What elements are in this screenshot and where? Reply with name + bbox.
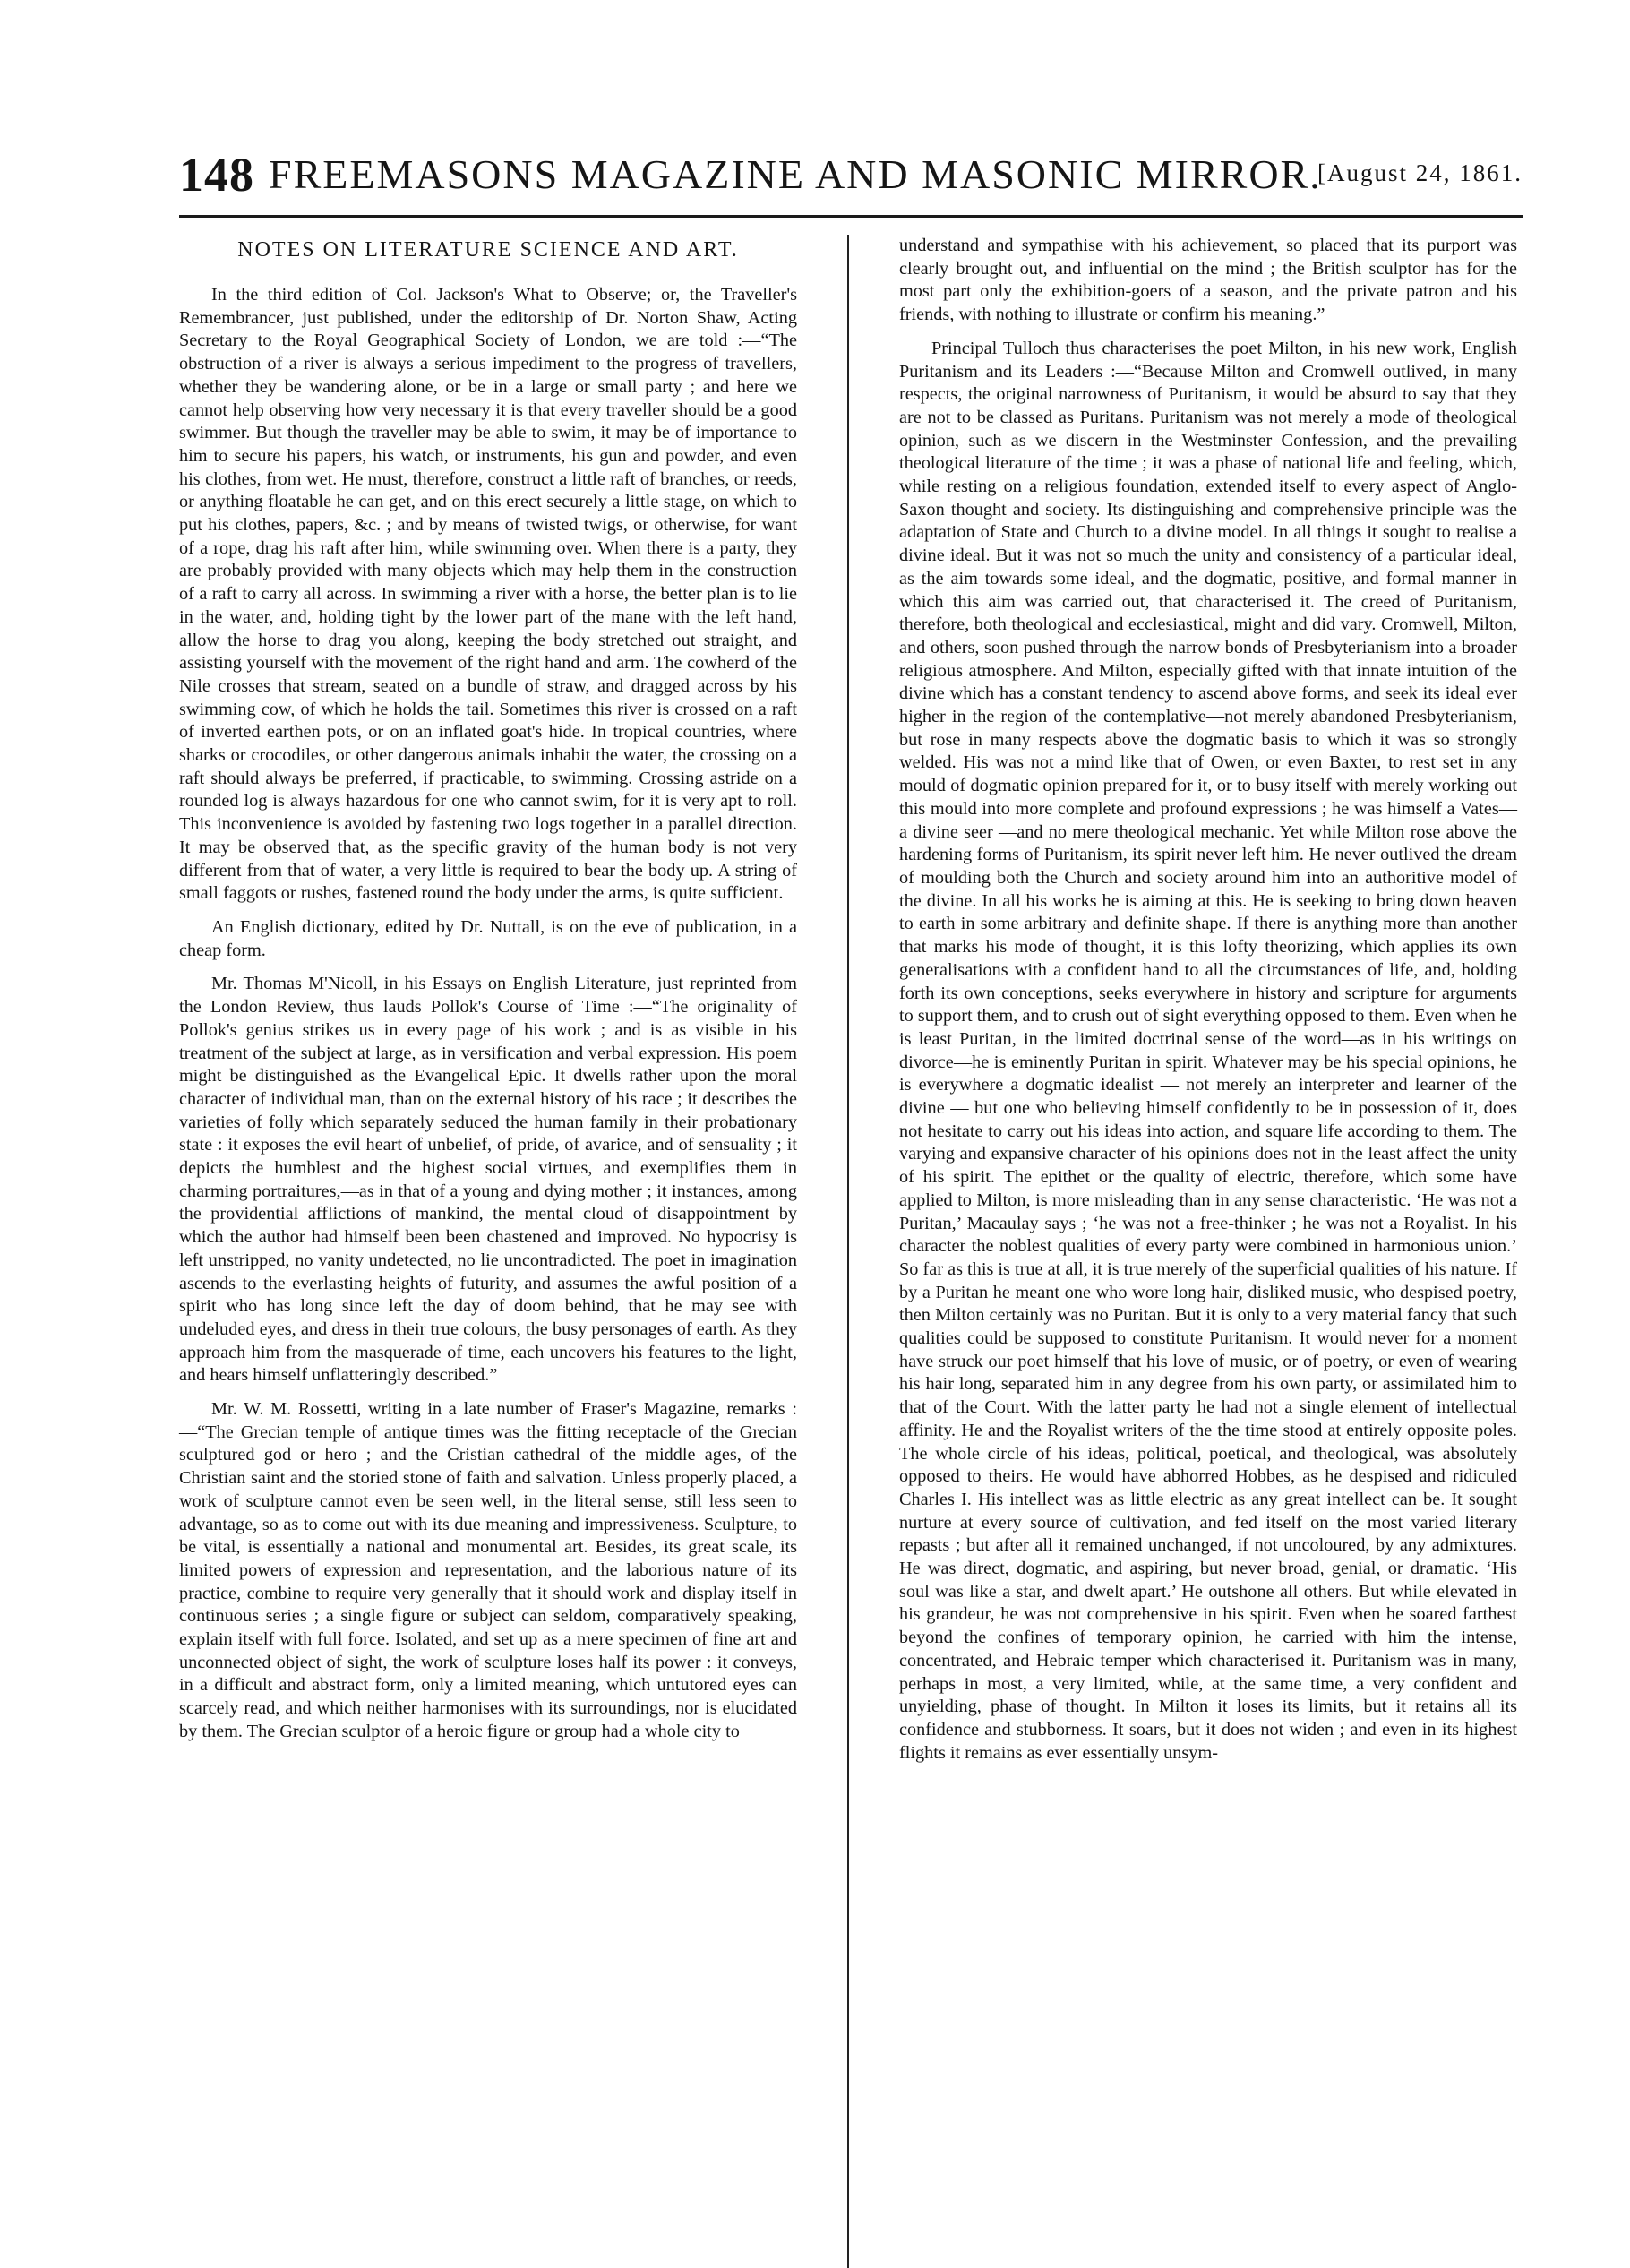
paragraph-dictionary: An English dictionary, edited by Dr. Nuttall, is on the eve of publication, in a cheap form. (179, 916, 797, 960)
article-title: NOTES ON LITERATURE SCIENCE AND ART. (237, 238, 739, 262)
paragraph-swimming: In the third edition of Col. Jackson's What to Observe; or, the Traveller's Remembrancer, just published, under the editorship of Dr. Norton Shaw, Acting Secretary to the Royal Geographical Society of London, we are told :—“The obstruction of a river is always a serious impediment to the progress of travellers, whether they be wandering alone, or be in a large or small party ; and here we cannot help observing how very necessary it is that every traveller should be a good swimmer. But though the traveller may be able to swim, it may be of importance to him to secure his papers, his watch, or instruments, his gun and powder, and even his clothes, from wet. He must, therefore, construct a little raft of branches, or reeds, or anything floatable he can get, and on this erect securely a little stage, on which to put his clothes, papers, &c. ; and by means of twisted twigs, or otherwise, for want of a rope, drag his raft after him, while swimming over. When there is a party, they are probably provided with many objects which may help them in the construction of a raft to carry all across. In swimming a river with a horse, the better plan is to lie in the water, and, holding tight by the lower part of the mane with the left hand, allow the horse to drag you along, keeping the body stretched out straight, and assisting yourself with the movement of the right hand and arm. The cowherd of the Nile crosses that stream, seated on a bundle of straw, and dragged across by his swimming cow, of which he holds the tail. Sometimes this river is crossed on a raft of inverted earthen pots, or on an inflated goat's hide. In tropical countries, where sharks or crocodiles, or other dangerous animals inhabit the water, the crossing on a raft should always be preferred, if practicable, to swimming. Crossing astride on a rounded log is always hazardous for one who cannot swim, for it is very apt to roll. This inconvenience is avoided by fastening two logs together in a parallel direction. It may be observed that, as the specific gravity of the human body is not very different from that of water, a very little is required to bear the body up. A string of small faggots or rushes, fastened round the body under the arms, is quite sufficient. (179, 285, 797, 904)
right-column (899, 235, 1517, 1775)
paragraph-pollok: Mr. Thomas M'Nicoll, in his Essays on English Literature, just reprinted from the London Review, thus lauds Pollok's Course of Time :—“The originality of Pollok's genius strikes us in every page of his work ; and is as visible in his treatment of the subject at large, as in versification and verbal expression. His poem might be distinguished as the Evangelical Epic. It dwells rather upon the moral character of individual man, than on the external history of his race ; it describes the varieties of folly which separately seduced the human family in their probationary state : it exposes the evil heart of unbelief, of pride, of avarice, and of sensuality ; it depicts the humblest and the highest social virtues, and exemplifies them in charming portraitures,—as in that of a young and dying mother ; it instances, among the providential afflictions of mankind, the mental cloud of disappointment by which the author had himself been been chastened and improved. No hypocrisy is left unstripped, no vanity undetected, no lie uncontradicted. The poet in imagination ascends to the everlasting heights of futurity, and assumes the awful position of a spirit who has long since left the day of doom behind, that he may see with undeluded eyes, and dress in their true colours, the busy personages of earth. As they approach him from the masquerade of time, each uncovers his features to the light, and hears himself unflatteringly described.” (179, 974, 797, 1386)
left-column (179, 235, 797, 1755)
masthead (179, 143, 1523, 218)
paragraph-tulloch-milton: Principal Tulloch thus characterises the poet Milton, in his new work, English Puritanism and its Leaders :—“Because Milton and Cromwell outlived, in many respects, the original narrowness of Puritanism, it would be absurd to say that they are not to be classed as Puritans. Puritanism was not merely a mode of theological opinion, such as we discern in the Westminster Confession, and the prevailing theological literature of the time ; it was a phase of national life and feeling, which, while resting on a religious foundation, extended itself to every aspect of Anglo-Saxon thought and society. Its distinguishing and comprehensive principle was the adaptation of State and Church to a divine model. In all things it sought to realise a divine ideal. But it was not so much the unity and consistency of a particular ideal, as the aim towards some ideal, and the dogmatic, positive, and formal manner in which this aim was carried out, that characterised it. The creed of Puritanism, therefore, both theological and ecclesiastical, might and did vary. Cromwell, Milton, and others, soon pushed through the narrow bonds of Presbyterianism into a broader religious atmosphere. And Milton, especially gifted with that innate intuition of the divine which has a constant tendency to ascend above forms, and seek its ideal ever higher in the region of the contemplative—not merely abandoned Presbyterianism, but rose in many respects above the dogmatic basis to which it was so strongly welded. His was not a mind like that of Owen, or even Baxter, to rest set in any mould of dogmatic opinion prepared for it, or to busy itself with merely working out this mould into more complete and profound expressions ; he was himself a Vates—a divine seer —and no mere theological mechanic. Yet while Milton rose above the hardening forms of Puritanism, its spirit never left him. He never outlived the dream of moulding both the Church and society around him into an authoritive model of the divine. In all his works he is aiming at this. He is seeking to bring down heaven to earth in some arbitrary and definite shape. If there is anything more than another that marks his mode of thought, it is this lofty theorizing, which applies its own generalisations with a confident hand to all the circumstances of life, and, holding forth its own conceptions, seeks everywhere in history and scripture for arguments to support them, and to crush out of sight everything opposed to them. Even when he is least Puritan, in the limited doctrinal sense of the word—as in his writings on divorce—he is eminently Puritan in spirit. Whatever may be his special opinions, he is everywhere a dogmatic idealist — not merely an interpreter and learner of the divine — but one who believing himself confidently to be in possession of it, does not hesitate to carry out his ideas into action, and square life according to them. The varying and expansive character of his opinions does not in the least affect the unity of his spirit. The epithet or the quality of electric, therefore, which some have applied to Milton, is more misleading than in any sense characteristic. ‘He was not a Puritan,’ Macaulay says ; ‘he was not a free-thinker ; he was not a Royalist. In his character the noblest qualities of every party were combined in harmonious union.’ So far as this is true at all, it is true merely of the superficial qualities of his nature. If by a Puritan he meant one who wore long hair, disliked music, who despised poetry, then Milton certainly was no Puritan. But it is only to a very material fancy that such qualities could be supposed to constitute Puritanism. It would never for a moment have struck our poet himself that his love of music, or of poetry, or even of wearing his hair long, separated him in any degree from his own party, or assimilated him to that of the Court. With the latter party he had not a single element of intellectual affinity. He and the Royalist writers of the the time stood at entirely opposite poles. The whole circle of his ideas, political, poetical, and theological, was absolutely opposed to theirs. He would have abhorred Hobbes, as he despised and ridiculed Charles I. His intellect was as little electric as any great intellect can be. It sought nurture at every source of cultivation, and fed itself on the most varied literary repasts ; but after all it remained unchanged, if not uncoloured, by any admixtures. He was direct, dogmatic, and aspiring, but never broad, genial, or dramatic. ‘His soul was like a star, and dwelt apart.’ He outshone all others. But while elevated in his grandeur, he was not comprehensive in his spirit. Even when he soared farthest beyond the confines of temporary opinion, he carried with him the intense, concentrated, and Hebraic temper which characterised it. Puritanism was in many, perhaps in most, a very limited, while, at the same time, a very confident and unyielding, phase of thought. In Milton it loses its limits, but it retains all its confidence and stubborness. It soars, but it does not widen ; and even in its highest flights it remains as ever essentially unsym- (899, 338, 1518, 1763)
page-number: 148 (179, 148, 254, 202)
paragraph-rossetti: Mr. W. M. Rossetti, writing in a late number of Fraser's Magazine, remarks :—“The Grecian temple of antique times was the fitting receptacle of the Grecian sculptured god or hero ; and the Cristian cathedral of the middle ages, of the Christian saint and the storied stone of faith and salvation. Unless properly placed, a work of sculpture cannot even be seen well, in the literal sense, still less seen to advantage, so as to come out with its due meaning and impressiveness. Sculpture, to be vital, is essentially a national and monumental art. Besides, its great scale, its limited powers of expression and representation, and the laborious nature of its practice, combine to require very generally that it should work and display itself in continuous series ; a single figure or subject can seldom, comparatively speaking, explain itself with full force. Isolated, and set up as a mere specimen of fine art and unconnected object of sight, the work of sculpture loses half its power : it conveys, in a difficult and abstract form, only a limited meaning, which untutored eyes can scarcely read, and which neither harmonises with its surroundings, nor is elucidated by them. The Grecian sculptor of a heroic figure or group had a whole city to (179, 1399, 797, 1741)
magazine-title: FREEMASONS MAGAZINE AND MASONIC MIRROR. (269, 151, 1322, 197)
issue-date: [August 24, 1861. (1317, 159, 1523, 186)
column-divider (847, 235, 849, 2268)
paragraph-rossetti-continued: understand and sympathise with his achievement, so placed that its purport was clearly brought out, and influential on the mind ; the British sculptor has for the most part only the exhibition-goers of a season, and the private patron and his friends, with nothing to illustrate or confirm his meaning.” (899, 236, 1517, 325)
